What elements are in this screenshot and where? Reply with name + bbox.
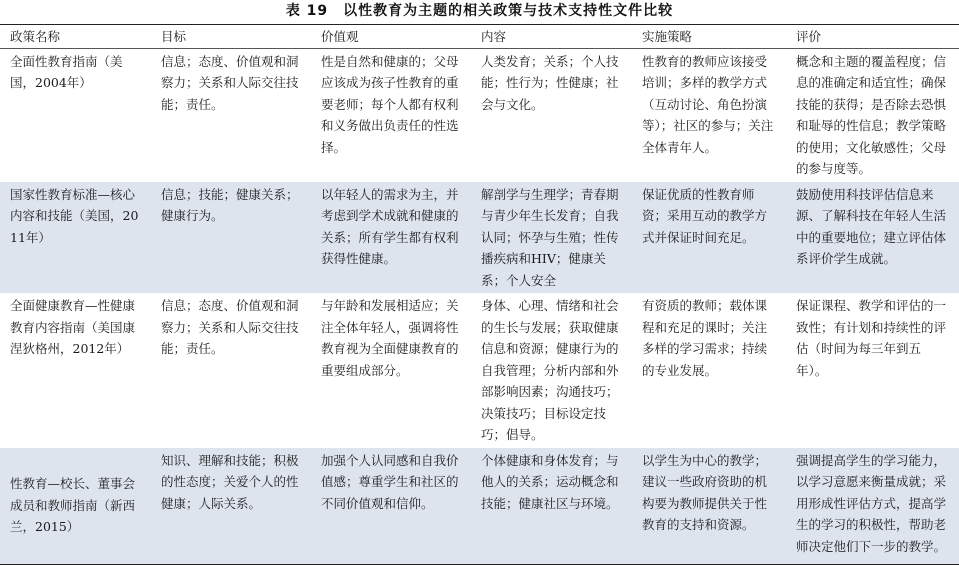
cell-values: 加强个人认同感和自我价值感；尊重学生和社区的不同价值观和信仰。 — [311, 448, 471, 565]
header-policy-name: 政策名称 — [0, 25, 151, 49]
cell-goal: 信息；态度、价值观和洞察力；关系和人际交往技能；责任。 — [151, 293, 311, 448]
cell-policy-name: 全面性教育指南（美国，2004年） — [0, 48, 151, 182]
table-row — [0, 182, 959, 294]
cell-policy-name: 国家性教育标准—核心内容和技能（美国，2011年） — [0, 182, 151, 294]
header-evaluation: 评价 — [786, 25, 959, 49]
cell-evaluation: 鼓励使用科技评估信息来源、了解科技在年轻人生活中的重要地位；建立评估体系评价学生成就。 — [786, 182, 959, 294]
header-strategy: 实施策略 — [632, 25, 786, 49]
table-row — [0, 293, 959, 448]
header-goal: 目标 — [151, 25, 311, 49]
table-header-row — [0, 25, 959, 49]
header-values: 价值观 — [311, 25, 471, 49]
cell-policy-name: 全面健康教育—性健康教育内容指南（美国康涅狄格州，2012年） — [0, 293, 151, 448]
cell-evaluation: 强调提高学生的学习能力，以学习意愿来衡量成就；采用形成性评估方式，提高学生的学习的积极性，帮助老师决定他们下一步的教学。 — [786, 448, 959, 565]
cell-content: 个体健康和身体发育；与他人的关系；运动概念和技能；健康社区与环境。 — [471, 448, 632, 565]
cell-goal: 信息；态度、价值观和洞察力；关系和人际交往技能；责任。 — [151, 48, 311, 182]
cell-strategy: 性教育的教师应该接受培训；多样的教学方式（互动讨论、角色扮演等）；社区的参与；关注全体青年人。 — [632, 48, 786, 182]
cell-strategy: 保证优质的性教育师资；采用互动的教学方式并保证时间充足。 — [632, 182, 786, 294]
cell-content: 解剖学与生理学；青春期与青少年生长发育；自我认同；怀孕与生殖；性传播疾病和HIV；健康关系；个人安全 — [471, 182, 632, 294]
cell-strategy: 有资质的教师；载体课程和充足的课时；关注多样的学习需求；持续的专业发展。 — [632, 293, 786, 448]
table-caption: 表 19 以性教育为主题的相关政策与技术支持性文件比较 — [285, 3, 674, 19]
cell-strategy: 以学生为中心的教学；建议一些政府资助的机构要为教师提供关于性教育的支持和资源。 — [632, 448, 786, 565]
cell-content: 身体、心理、情绪和社会的生长与发展；获取健康信息和资源；健康行为的自我管理；分析内部和外部影响因素；沟通技巧；决策技巧；目标设定技巧；倡导。 — [471, 293, 632, 448]
cell-values: 与年龄和发展相适应；关注全体年轻人，强调将性教育视为全面健康教育的重要组成部分。 — [311, 293, 471, 448]
policy-comparison-table — [0, 24, 959, 565]
cell-goal: 知识、理解和技能；积极的性态度；关爱个人的性健康；人际关系。 — [151, 448, 311, 565]
cell-policy-name: 性教育—校长、董事会成员和教师指南（新西兰，2015） — [0, 448, 151, 565]
table-row — [0, 48, 959, 182]
cell-values: 以年轻人的需求为主，并考虑到学术成就和健康的关系；所有学生都有权利获得性健康。 — [311, 182, 471, 294]
cell-content: 人类发育；关系；个人技能；性行为；性健康；社会与文化。 — [471, 48, 632, 182]
cell-values: 性是自然和健康的；父母应该成为孩子性教育的重要老师；每个人都有权利和义务做出负责任的性选择。 — [311, 48, 471, 182]
cell-evaluation: 概念和主题的覆盖程度；信息的准确定和适宜性；确保技能的获得；是否除去恐惧和耻辱的性信息；教学策略的使用；文化敏感性；父母的参与度等。 — [786, 48, 959, 182]
cell-goal: 信息；技能；健康关系；健康行为。 — [151, 182, 311, 294]
table-row — [0, 448, 959, 565]
cell-evaluation: 保证课程、教学和评估的一致性；有计划和持续性的评估（时间为每三年到五年）。 — [786, 293, 959, 448]
header-content: 内容 — [471, 25, 632, 49]
